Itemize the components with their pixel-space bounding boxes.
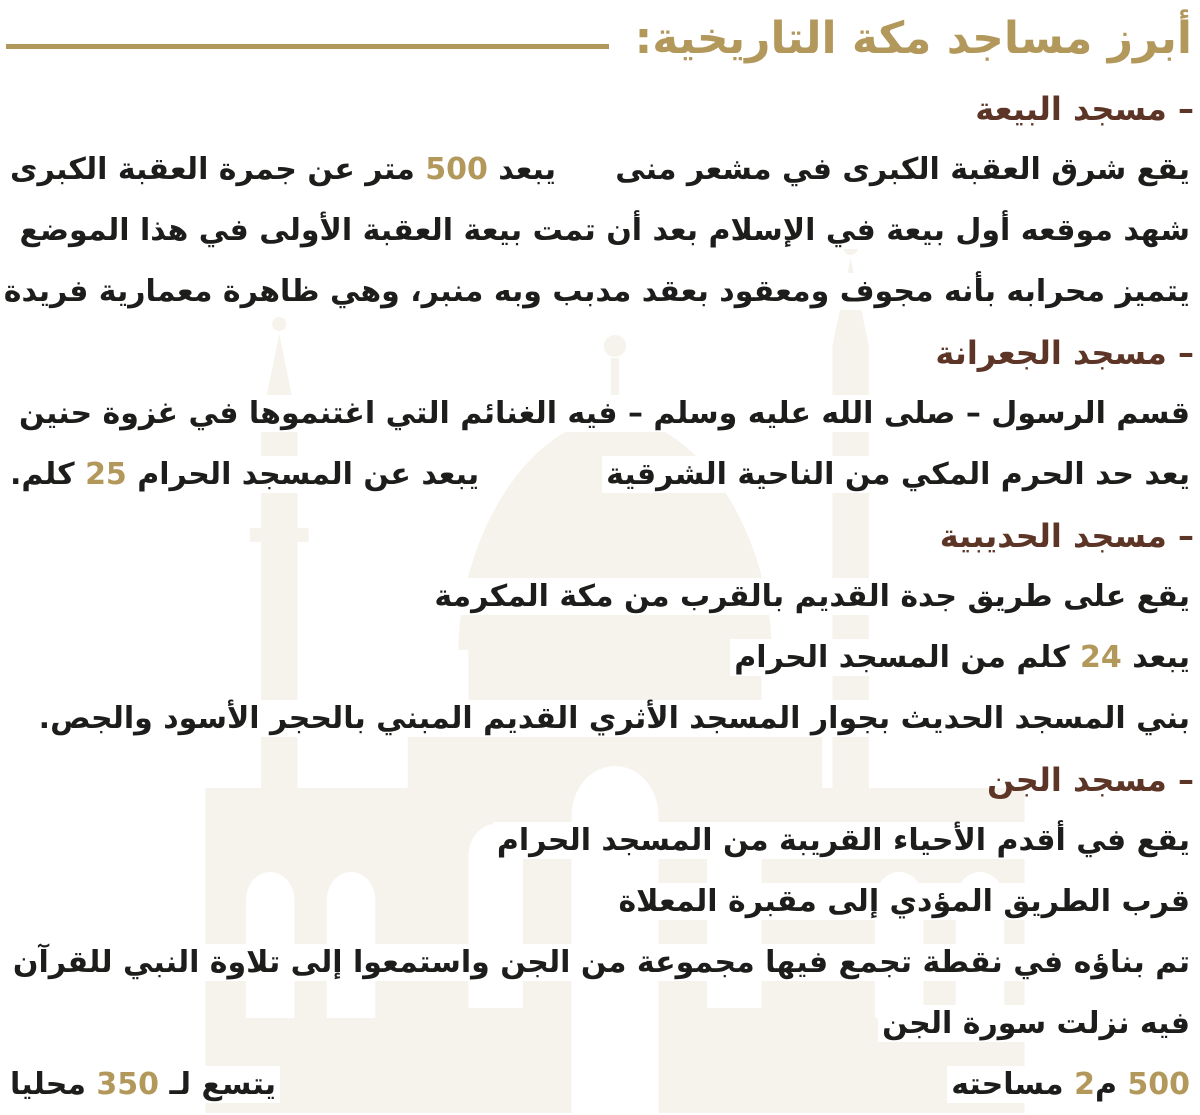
phrase [878,1005,1194,1042]
text-line [6,139,1194,200]
text-segment: بني المسجد الحديث بجوار المسجد الأثري القديم المبني بالحجر الأسود والجص. [38,701,1190,736]
section-heading: – مسجد البيعة [975,89,1194,128]
phrase [6,151,560,188]
text-line [6,383,1194,444]
text-segment: شهد موقعه أول بيعة في الإسلام بعد أن تمت بيعة العقبة الأولى في هذا الموضع [19,213,1190,248]
phrase [9,944,1194,981]
text-segment: يتميز محرابه بأنه مجوف ومعقود بعقد مدبب وبه منبر، وهي ظاهرة معمارية فريدة [3,274,1190,309]
phrase [493,822,1194,859]
phrase [6,1066,280,1103]
text-segment: يبعد [487,152,557,187]
highlight-number: 500 [425,152,488,187]
text-segment: يبعد عن المسجد الحرام [126,457,480,492]
text-line [6,932,1194,993]
phrase [35,700,1194,737]
page-title: أبرز مساجد مكة التاريخية: [634,13,1192,64]
text-line [6,810,1194,871]
text-segment: يقع في أقدم الأحياء القريبة من المسجد الحرام [496,823,1190,858]
phrase [6,456,483,493]
text-segment: يبعد [1121,640,1190,675]
text-segment: كلم من المسجد الحرام [734,640,1081,675]
text-segment: يتسع لـ [159,1067,276,1102]
text-line [6,688,1194,749]
highlight-number: 2 [1074,1067,1095,1102]
phrase [730,639,1194,676]
phrase [947,1066,1194,1103]
text-line [6,200,1194,261]
text-segment: فيه نزلت سورة الجن [882,1006,1190,1041]
phrase [16,212,1194,249]
text-segment: مساحته [951,1067,1075,1102]
text-line [3,261,1194,322]
phrase [430,578,1194,615]
text-line [6,871,1194,932]
phrase [15,395,1194,432]
phrase [611,151,1194,188]
text-segment: يعد حد الحرم المكي من الناحية الشرقية [606,457,1190,492]
text-segment: كلم. [10,457,86,492]
section-heading: – مسجد الجعرانة [935,333,1194,372]
highlight-number: 25 [85,457,127,492]
title-rule [6,44,609,49]
highlight-number: 350 [96,1067,160,1102]
text-segment: قرب الطريق المؤدي إلى مقبرة المعلاة [618,884,1190,919]
text-line [6,566,1194,627]
text-line [6,993,1194,1054]
highlight-number: 500 [1127,1067,1190,1102]
text-segment: محليا [10,1067,97,1102]
text-segment: م [1094,1067,1128,1102]
phrase [0,273,1194,310]
text-segment: متر عن جمرة العقبة الكبرى [10,152,426,187]
text-segment: يقع على طريق جدة القديم بالقرب من مكة المكرمة [434,579,1190,614]
section-heading: – مسجد الحديبية [939,516,1194,555]
sections-container [3,78,1194,1115]
highlight-number: 24 [1080,640,1122,675]
section-heading: – مسجد الجن [986,760,1194,799]
text-segment: قسم الرسول – صلى الله عليه وسلم – فيه الغنائم التي اغتنموها في غزوة حنين [18,396,1190,431]
phrase [602,456,1194,493]
text-segment: يقع شرق العقبة الكبرى في مشعر منى [615,152,1190,187]
phrase [614,883,1194,920]
text-line [6,444,1194,505]
text-line [6,1054,1194,1115]
text-segment: تم بناؤه في نقطة تجمع فيها مجموعة من الجن واستمعوا إلى تلاوة النبي للقرآن [12,945,1190,980]
header [6,0,1194,78]
text-line [6,627,1194,688]
